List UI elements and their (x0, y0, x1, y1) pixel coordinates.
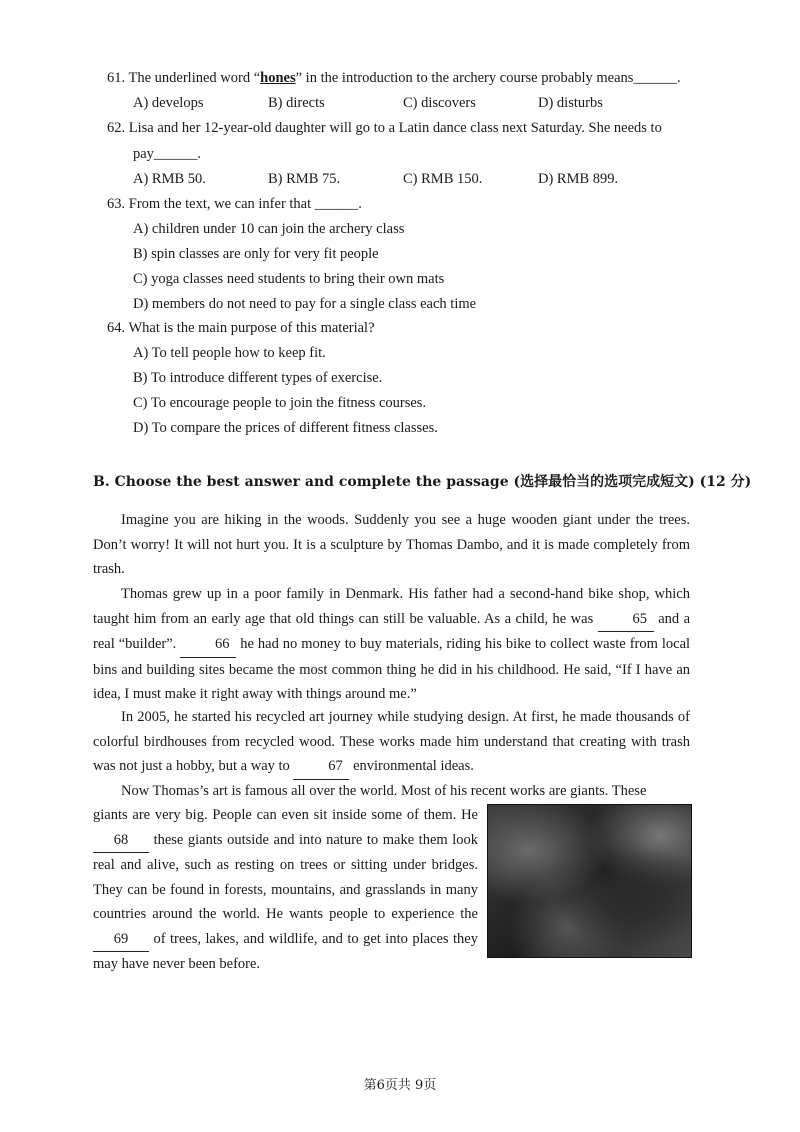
blank-68: 68 (93, 828, 149, 854)
p2-text-a: Thomas grew up in a poor family in Denmark. His father had a second-hand bike shop, which taught him from an early age that old things can still be valuable. As a child, he was (93, 586, 690, 627)
question-64: 64. What is the main purpose of this material? (107, 320, 375, 336)
passage-paragraph-3 (93, 705, 690, 780)
blank-65: 65 (598, 607, 654, 633)
question-62-stem: 62. Lisa and her 12-year-old daughter will go to a Latin dance class next Saturday. She needs to (107, 120, 662, 136)
option-c: C) yoga classes need students to bring their own mats (133, 271, 445, 287)
option-d: D) members do not need to pay for a single class each time (133, 296, 477, 312)
section-b-title: B. Choose the best answer and complete the passage (选择最恰当的选项完成短文) (12 分) (93, 474, 752, 490)
p4-text-a: giants are very big. People can even sit inside some of them. He (93, 807, 478, 823)
question-62-options (133, 171, 693, 188)
option-a: A) develops (133, 95, 204, 111)
p3-text-b: environmental ideas. (353, 758, 474, 774)
option-a: A) To tell people how to keep fit. (133, 345, 326, 361)
passage-paragraph-1: Imagine you are hiking in the woods. Suddenly you see a huge wooden giant under the trees. Don’t worry! It will not hurt you. It is a sculpture by Thomas Dambo, and it is made completely from trash. (93, 512, 690, 577)
option-d: D) RMB 899. (538, 171, 619, 187)
question-63: 63. From the text, we can infer that ______. (107, 196, 362, 212)
question-61 (107, 70, 707, 87)
question-62-stem-cont: pay______. (133, 146, 202, 162)
option-a: A) children under 10 can join the archery class (133, 221, 405, 237)
blank-69: 69 (93, 927, 149, 953)
option-d: D) To compare the prices of different fitness classes. (133, 420, 438, 436)
p2-text-b: and a real “builder”. (93, 610, 691, 652)
question-62 (107, 120, 707, 137)
blank-66: 66 (180, 632, 236, 658)
question-61-stem-a: 61. The underlined word “ (107, 70, 261, 86)
sculpture-photo (487, 804, 692, 958)
p4-text-c: of trees, lakes, and wildlife, and to get into places they may have never been before. (93, 930, 478, 972)
blank-67: 67 (293, 754, 349, 780)
option-c: C) RMB 150. (403, 171, 483, 187)
question-61-options (133, 95, 693, 112)
option-c: C) discovers (403, 95, 476, 111)
passage-paragraph-4 (93, 803, 478, 977)
p2-text-c: he had no money to buy materials, riding his bike to collect waste from local bins and building sites became the most common thing he did in his childhood. He said, “If I have an idea, I must make it right away with things around me.” (93, 636, 691, 702)
question-61-stem-b: ” in the introduction to the archery course probably means______. (295, 70, 681, 86)
option-c: C) To encourage people to join the fitness courses. (133, 395, 427, 411)
option-b: B) To introduce different types of exercise. (133, 370, 383, 386)
option-b: B) directs (268, 95, 325, 111)
option-b: B) RMB 75. (268, 171, 341, 187)
passage-paragraph-2 (93, 582, 690, 707)
underlined-word: hones (260, 70, 296, 86)
p3-text-a: In 2005, he started his recycled art journey while studying design. At first, he made thousands of colorful birdhouses from recycled wood. These works made him understand that creating with trash was not just a hobby, but a way to (93, 709, 690, 774)
option-a: A) RMB 50. (133, 171, 206, 187)
p4-text-b: these giants outside and into nature to make them look real and alive, such as resting on trees or sitting under bridges. They can be found in forests, mountains, and grasslands in many countries around the world. He wants people to experience the (93, 831, 478, 922)
page-footer: 第6页共 9页 (363, 1078, 437, 1093)
option-b: B) spin classes are only for very fit people (133, 246, 379, 262)
passage-paragraph-4-first: Now Thomas’s art is famous all over the world. Most of his recent works are giants. These (121, 783, 647, 799)
option-d: D) disturbs (538, 95, 603, 111)
